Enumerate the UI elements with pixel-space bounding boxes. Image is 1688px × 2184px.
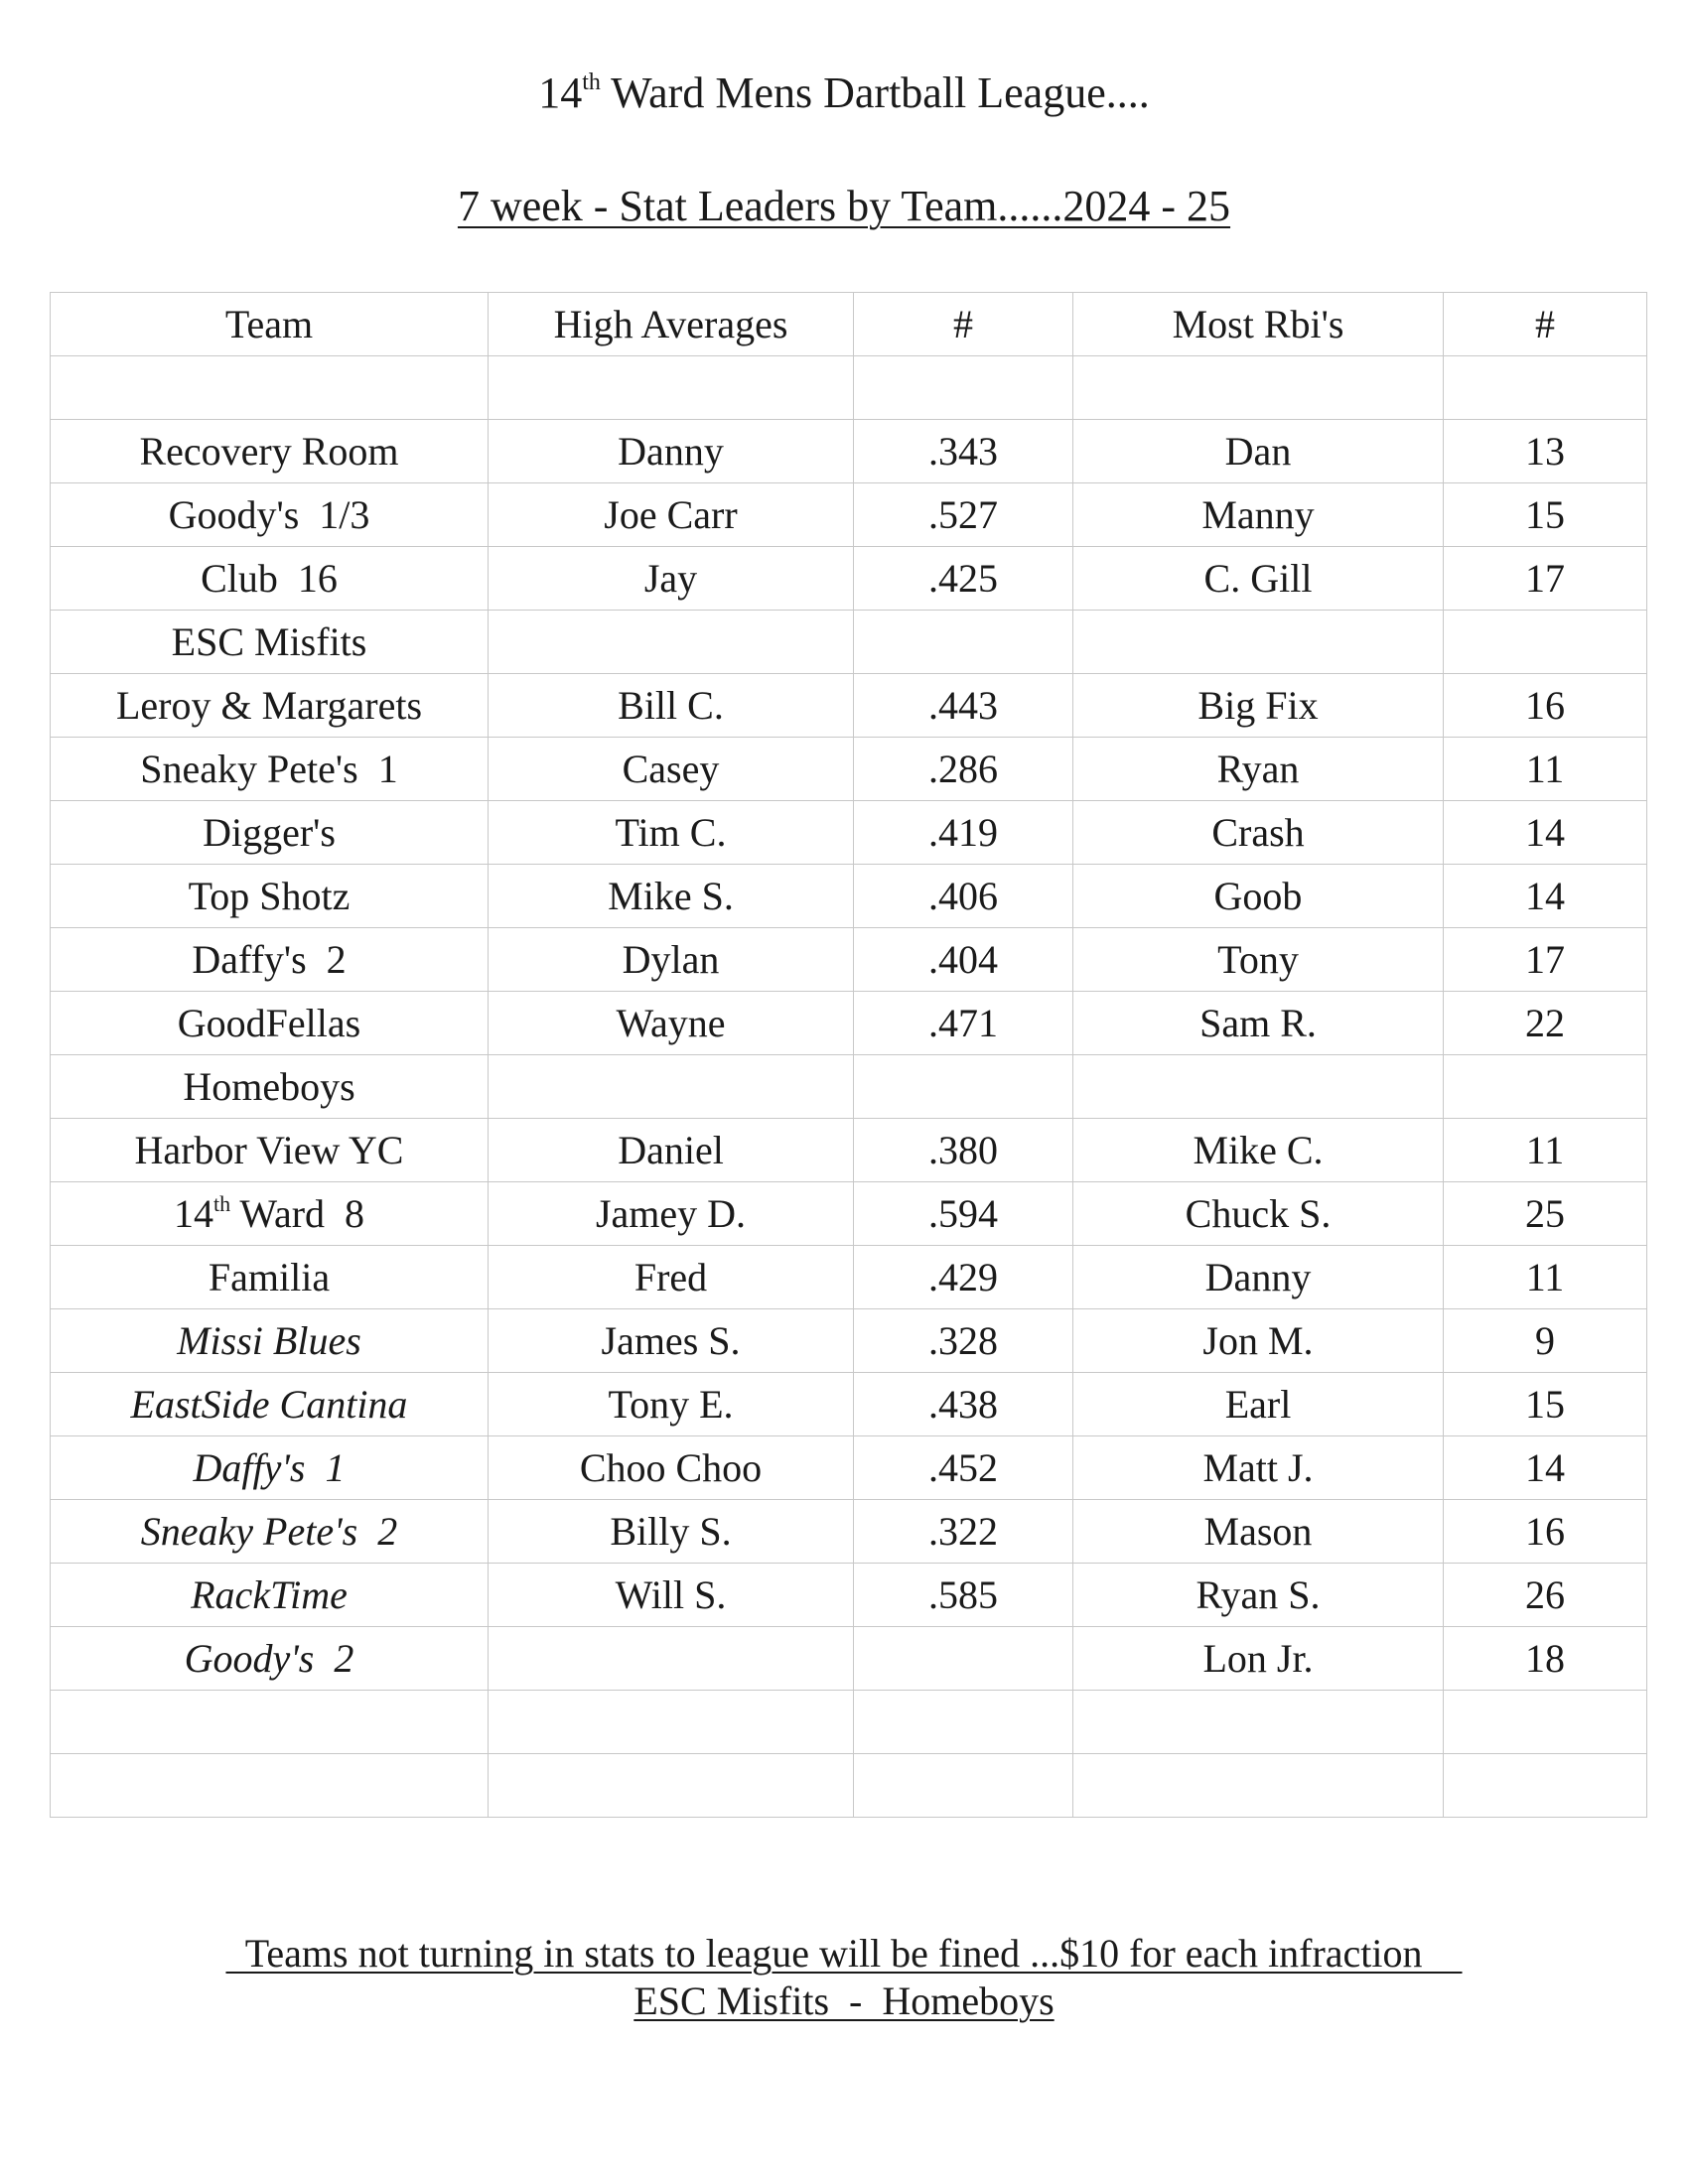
table-row — [51, 1055, 1647, 1119]
most-rbi-value-cell: 16 — [1444, 1500, 1647, 1564]
most-rbi-value-cell: 11 — [1444, 1119, 1647, 1182]
high-average-value-cell: .343 — [854, 420, 1073, 483]
table-row — [51, 1500, 1647, 1564]
most-rbi-value-cell: 14 — [1444, 865, 1647, 928]
table-row — [51, 1627, 1647, 1691]
most-rbi-value-cell — [1444, 356, 1647, 420]
table-row — [51, 1119, 1647, 1182]
most-rbi-player-cell — [1073, 611, 1444, 674]
high-average-value-cell: .380 — [854, 1119, 1073, 1182]
team-name-cell — [51, 865, 489, 928]
most-rbi-value-cell: 9 — [1444, 1309, 1647, 1373]
table-row — [51, 1373, 1647, 1436]
most-rbi-value-cell: 14 — [1444, 801, 1647, 865]
most-rbi-player-cell — [1073, 356, 1444, 420]
table-row — [51, 1436, 1647, 1500]
high-average-value-cell — [854, 1754, 1073, 1818]
most-rbi-player-cell — [1073, 1754, 1444, 1818]
high-average-value-cell: .471 — [854, 992, 1073, 1055]
high-average-value-cell: .328 — [854, 1309, 1073, 1373]
table-row — [51, 547, 1647, 611]
high-average-value-cell: .419 — [854, 801, 1073, 865]
team-name: Recovery Room — [139, 429, 399, 474]
table-row — [51, 928, 1647, 992]
high-average-player-cell: Tim C. — [489, 801, 854, 865]
fine-notice: Teams not turning in stats to league will be fined ...$10 for each infraction — [225, 1931, 1463, 1976]
team-name: Club 16 — [201, 556, 338, 601]
table-row — [51, 1309, 1647, 1373]
team-name-cell — [51, 483, 489, 547]
subtitle-text: 7 week - Stat Leaders by Team......2024 - 25 — [457, 182, 1231, 230]
most-rbi-value-cell: 11 — [1444, 738, 1647, 801]
high-average-player-cell: Casey — [489, 738, 854, 801]
most-rbi-player-cell: Sam R. — [1073, 992, 1444, 1055]
table-row — [51, 356, 1647, 420]
table-row — [51, 1691, 1647, 1754]
high-average-player-cell: Daniel — [489, 1119, 854, 1182]
page-title — [0, 64, 1688, 123]
column-header-rbi-number: # — [1444, 293, 1647, 356]
team-name-cell — [51, 1627, 489, 1691]
team-name-cell — [51, 1182, 489, 1246]
team-name: Homeboys — [183, 1064, 355, 1109]
most-rbi-value-cell: 13 — [1444, 420, 1647, 483]
column-header-most-rbis: Most Rbi's — [1073, 293, 1444, 356]
team-name-rest: Ward 8 — [230, 1191, 365, 1236]
team-name-cell — [51, 992, 489, 1055]
team-name: Daffy's 1 — [193, 1445, 346, 1490]
team-name-cell — [51, 420, 489, 483]
high-average-player-cell — [489, 611, 854, 674]
stat-leaders-table — [50, 292, 1647, 1818]
team-name-cell — [51, 1436, 489, 1500]
table-row — [51, 483, 1647, 547]
high-average-player-cell: Dylan — [489, 928, 854, 992]
most-rbi-player-cell: Mason — [1073, 1500, 1444, 1564]
page-subtitle — [0, 179, 1688, 234]
high-average-value-cell — [854, 1691, 1073, 1754]
most-rbi-value-cell — [1444, 611, 1647, 674]
team-name-cell — [51, 611, 489, 674]
team-name: ESC Misfits — [171, 619, 367, 664]
table-row — [51, 865, 1647, 928]
most-rbi-player-cell — [1073, 1055, 1444, 1119]
most-rbi-value-cell: 14 — [1444, 1436, 1647, 1500]
high-average-player-cell: Danny — [489, 420, 854, 483]
high-average-player-cell: Will S. — [489, 1564, 854, 1627]
high-average-player-cell — [489, 356, 854, 420]
high-average-value-cell: .443 — [854, 674, 1073, 738]
team-name: Leroy & Margarets — [115, 683, 423, 728]
team-name: Sneaky Pete's 2 — [140, 1509, 398, 1554]
table-row — [51, 738, 1647, 801]
team-name: Familia — [208, 1255, 331, 1299]
table-row — [51, 801, 1647, 865]
most-rbi-player-cell: Jon M. — [1073, 1309, 1444, 1373]
high-average-value-cell: .438 — [854, 1373, 1073, 1436]
team-name-cell — [51, 1309, 489, 1373]
most-rbi-player-cell: Big Fix — [1073, 674, 1444, 738]
high-average-player-cell: Fred — [489, 1246, 854, 1309]
high-average-player-cell: Joe Carr — [489, 483, 854, 547]
high-average-value-cell: .425 — [854, 547, 1073, 611]
most-rbi-value-cell — [1444, 1754, 1647, 1818]
most-rbi-value-cell: 11 — [1444, 1246, 1647, 1309]
high-average-player-cell — [489, 1754, 854, 1818]
high-average-value-cell: .452 — [854, 1436, 1073, 1500]
high-average-value-cell: .286 — [854, 738, 1073, 801]
team-name-cell — [51, 738, 489, 801]
high-average-value-cell — [854, 356, 1073, 420]
column-header-high-averages: High Averages — [489, 293, 854, 356]
high-average-player-cell: Wayne — [489, 992, 854, 1055]
most-rbi-player-cell: Earl — [1073, 1373, 1444, 1436]
most-rbi-player-cell: C. Gill — [1073, 547, 1444, 611]
table-row — [51, 992, 1647, 1055]
high-average-value-cell — [854, 611, 1073, 674]
team-name-cell — [51, 1754, 489, 1818]
most-rbi-player-cell: Ryan S. — [1073, 1564, 1444, 1627]
high-average-player-cell: Bill C. — [489, 674, 854, 738]
table-row — [51, 674, 1647, 738]
most-rbi-value-cell: 15 — [1444, 1373, 1647, 1436]
most-rbi-player-cell: Goob — [1073, 865, 1444, 928]
team-name-cell — [51, 1119, 489, 1182]
team-name: Goody's 1/3 — [168, 492, 370, 537]
high-average-player-cell — [489, 1691, 854, 1754]
most-rbi-player-cell: Chuck S. — [1073, 1182, 1444, 1246]
high-average-player-cell: Jay — [489, 547, 854, 611]
team-name-cell — [51, 801, 489, 865]
team-name-superscript: th — [212, 1191, 231, 1216]
most-rbi-value-cell: 18 — [1444, 1627, 1647, 1691]
title-superscript: th — [582, 69, 601, 95]
team-name-cell — [51, 928, 489, 992]
high-average-value-cell: .585 — [854, 1564, 1073, 1627]
most-rbi-value-cell: 16 — [1444, 674, 1647, 738]
table-row — [51, 1182, 1647, 1246]
high-average-value-cell — [854, 1627, 1073, 1691]
table-row — [51, 1246, 1647, 1309]
high-average-value-cell: .429 — [854, 1246, 1073, 1309]
table-row — [51, 420, 1647, 483]
team-name-cell — [51, 547, 489, 611]
team-name-cell — [51, 674, 489, 738]
missing-teams: ESC Misfits - Homeboys — [633, 1979, 1055, 2023]
high-average-value-cell: .527 — [854, 483, 1073, 547]
most-rbi-player-cell — [1073, 1691, 1444, 1754]
most-rbi-player-cell: Ryan — [1073, 738, 1444, 801]
most-rbi-player-cell: Manny — [1073, 483, 1444, 547]
team-name: EastSide Cantina — [130, 1382, 408, 1427]
most-rbi-value-cell: 25 — [1444, 1182, 1647, 1246]
most-rbi-player-cell: Mike C. — [1073, 1119, 1444, 1182]
title-prefix: 14 — [538, 68, 583, 117]
most-rbi-value-cell: 17 — [1444, 928, 1647, 992]
team-name: Missi Blues — [177, 1318, 361, 1363]
high-average-value-cell: .406 — [854, 865, 1073, 928]
most-rbi-value-cell — [1444, 1055, 1647, 1119]
most-rbi-player-cell: Danny — [1073, 1246, 1444, 1309]
high-average-player-cell: Choo Choo — [489, 1436, 854, 1500]
team-name: Top Shotz — [188, 874, 351, 918]
most-rbi-value-cell: 26 — [1444, 1564, 1647, 1627]
most-rbi-value-cell — [1444, 1691, 1647, 1754]
most-rbi-value-cell: 17 — [1444, 547, 1647, 611]
most-rbi-value-cell: 22 — [1444, 992, 1647, 1055]
high-average-value-cell: .594 — [854, 1182, 1073, 1246]
team-name-cell — [51, 1055, 489, 1119]
table-row — [51, 611, 1647, 674]
high-average-player-cell: Tony E. — [489, 1373, 854, 1436]
team-name-cell — [51, 1691, 489, 1754]
high-average-player-cell: James S. — [489, 1309, 854, 1373]
most-rbi-player-cell: Lon Jr. — [1073, 1627, 1444, 1691]
team-name-cell — [51, 1564, 489, 1627]
team-name: Harbor View YC — [134, 1128, 404, 1172]
team-name-cell — [51, 1373, 489, 1436]
team-name: GoodFellas — [177, 1001, 361, 1045]
high-average-player-cell: Jamey D. — [489, 1182, 854, 1246]
column-header-average-number: # — [854, 293, 1073, 356]
table-row — [51, 1564, 1647, 1627]
team-name: Goody's 2 — [184, 1636, 354, 1681]
most-rbi-player-cell: Tony — [1073, 928, 1444, 992]
team-name-cell — [51, 356, 489, 420]
team-name: RackTime — [191, 1572, 348, 1617]
most-rbi-player-cell: Crash — [1073, 801, 1444, 865]
high-average-player-cell: Billy S. — [489, 1500, 854, 1564]
team-name: Daffy's 2 — [192, 937, 347, 982]
high-average-player-cell: Mike S. — [489, 865, 854, 928]
most-rbi-value-cell: 15 — [1444, 483, 1647, 547]
title-rest: Ward Mens Dartball League.... — [600, 68, 1150, 117]
high-average-value-cell: .322 — [854, 1500, 1073, 1564]
column-header-team: Team — [51, 293, 489, 356]
team-name: Sneaky Pete's 1 — [140, 747, 398, 791]
team-name: Digger's — [203, 810, 336, 855]
high-average-value-cell: .404 — [854, 928, 1073, 992]
most-rbi-player-cell: Matt J. — [1073, 1436, 1444, 1500]
team-name-cell — [51, 1246, 489, 1309]
table-header-row — [51, 293, 1647, 356]
most-rbi-player-cell: Dan — [1073, 420, 1444, 483]
footer-note — [0, 1930, 1688, 2025]
high-average-value-cell — [854, 1055, 1073, 1119]
team-name-prefix: 14 — [173, 1191, 213, 1236]
high-average-player-cell — [489, 1055, 854, 1119]
high-average-player-cell — [489, 1627, 854, 1691]
team-name-cell — [51, 1500, 489, 1564]
table-row — [51, 1754, 1647, 1818]
